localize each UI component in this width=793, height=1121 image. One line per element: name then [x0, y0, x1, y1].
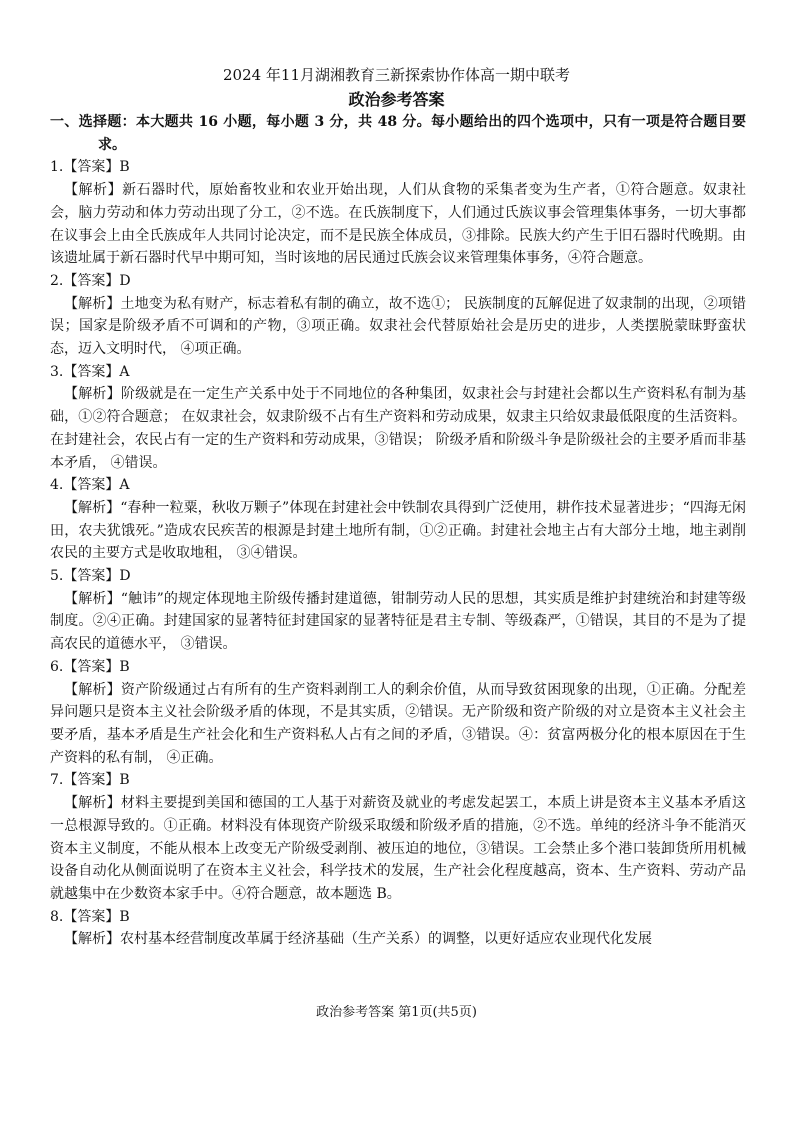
question-block — [50, 474, 746, 565]
question-block — [50, 906, 746, 951]
section-heading: 一、选择题：本大题共 16 小题，每小题 3 分，共 48 分。每小题给出的四个选项中，只有一项是符合题目要求。 — [50, 114, 746, 153]
explanation-paragraph: 【解析】土地变为私有财产，标志着私有制的确立，故不选①； 民族制度的瓦解促进了奴隶制的出现，②项错误；国家是阶级矛盾不可调和的产物，③项正确。奴隶社会代替原始社会是历史的进步，人类摆脱蒙昧野蛮状态，迈入文明时代， ④项正确。 — [50, 295, 746, 358]
document-body — [50, 111, 746, 951]
question-block — [50, 656, 746, 770]
answer-line: 1.【答案】B — [50, 159, 130, 176]
question-block — [50, 565, 746, 656]
answer-line: 8.【答案】B — [50, 908, 130, 925]
explanation-paragraph: 【解析】农村基本经营制度改革属于经济基础（生产关系）的调整，以更好适应农业现代化发展 — [64, 931, 652, 948]
explanation-paragraph: 【解析】“触讳”的规定体现地主阶级传播封建道德，钳制劳动人民的思想，其实质是维护封建统治和封建等级制度。②④正确。封建国家的显著特征封建国家的显著特征是君主专制、等级森严，①错误，其目的不是为了提高农民的道德水平， ③错误。 — [50, 590, 746, 653]
page-footer: 政治参考答案 第1页(共5页) — [316, 1005, 477, 1020]
question-block — [50, 270, 746, 361]
explanation-paragraph: 【解析】资产阶级通过占有所有的生产资料剥削工人的剩余价值，从而导致贫困现象的出现，①正确。分配差异问题只是资本主义社会阶级矛盾的体现，不是其实质，②错误。无产阶级和资产阶级的对立是资本主义社会主要矛盾，基本矛盾是生产社会化和生产资料私人占有之间的矛盾，③错误。④：贫富两极分化的根本原因在于生产资料的私有制， ④正确。 — [50, 681, 746, 766]
document-title: 2024 年11月湖湘教育三新探索协作体高一期中联考 — [222, 66, 571, 84]
question-block — [50, 156, 746, 270]
explanation-paragraph: 【解析】阶级就是在一定生产关系中处于不同地位的各种集团，奴隶社会与封建社会都以生产资料私有制为基础，①②符合题意； 在奴隶社会，奴隶阶级不占有生产资料和劳动成果，奴隶主只给奴隶最低限度的生活资料。在封建社会，农民占有一定的生产资料和劳动成果，③错误； 阶级矛盾和阶级斗争是阶级社会的主要矛盾而非基本矛盾， ④错误。 — [50, 386, 746, 471]
question-block — [50, 769, 746, 905]
answer-line: 5.【答案】D — [50, 568, 131, 585]
answer-line: 6.【答案】B — [50, 658, 130, 675]
document-subtitle: 政治参考答案 — [348, 90, 445, 109]
explanation-paragraph: 【解析】新石器时代，原始畜牧业和农业开始出现，人们从食物的采集者变为生产者，①符合题意。奴隶社会，脑力劳动和体力劳动出现了分工，②不选。在氏族制度下，人们通过氏族议事会管理集体事务，一切大事都在议事会上由全氏族成年人共同讨论决定，而不是民族全体成员，③排除。民族大约产生于旧石器时代晚期。由该遗址属于新石器时代早中期可知，当时该地的居民通过氏族会议来管理集体事务，④符合题意。 — [50, 182, 746, 267]
explanation-paragraph: 【解析】材料主要提到美国和德国的工人基于对薪资及就业的考虑发起罢工，本质上讲是资本主义基本矛盾这一总根源导致的。①正确。材料没有体现资产阶级采取缓和阶级矛盾的措施，②不选。单纯的经济斗争不能消灭资本主义制度，不能从根本上改变无产阶级受剥削、被压迫的地位，③错误。工会禁止多个港口装卸货所用机械设备自动化从侧面说明了在资本主义社会，科学技术的发展，生产社会化程度越高，资本、生产资料、劳动产品就越集中在少数资本家手中。④符合题意，故本题选 B。 — [50, 795, 746, 902]
answer-line: 3.【答案】A — [50, 363, 130, 380]
answer-line: 2.【答案】D — [50, 272, 131, 289]
answer-line: 7.【答案】B — [50, 772, 130, 789]
answer-line: 4.【答案】A — [50, 477, 130, 494]
explanation-paragraph: 【解析】“春种一粒粟，秋收万颗子”体现在封建社会中铁制农具得到广泛使用，耕作技术显著进步；“四海无闲田，农夫犹饿死。”造成农民疾苦的根源是封建土地所有制，①②正确。封建社会地主占有大部分土地，地主剥削农民的主要方式是收取地租， ③④错误。 — [50, 499, 746, 562]
question-block — [50, 361, 746, 475]
